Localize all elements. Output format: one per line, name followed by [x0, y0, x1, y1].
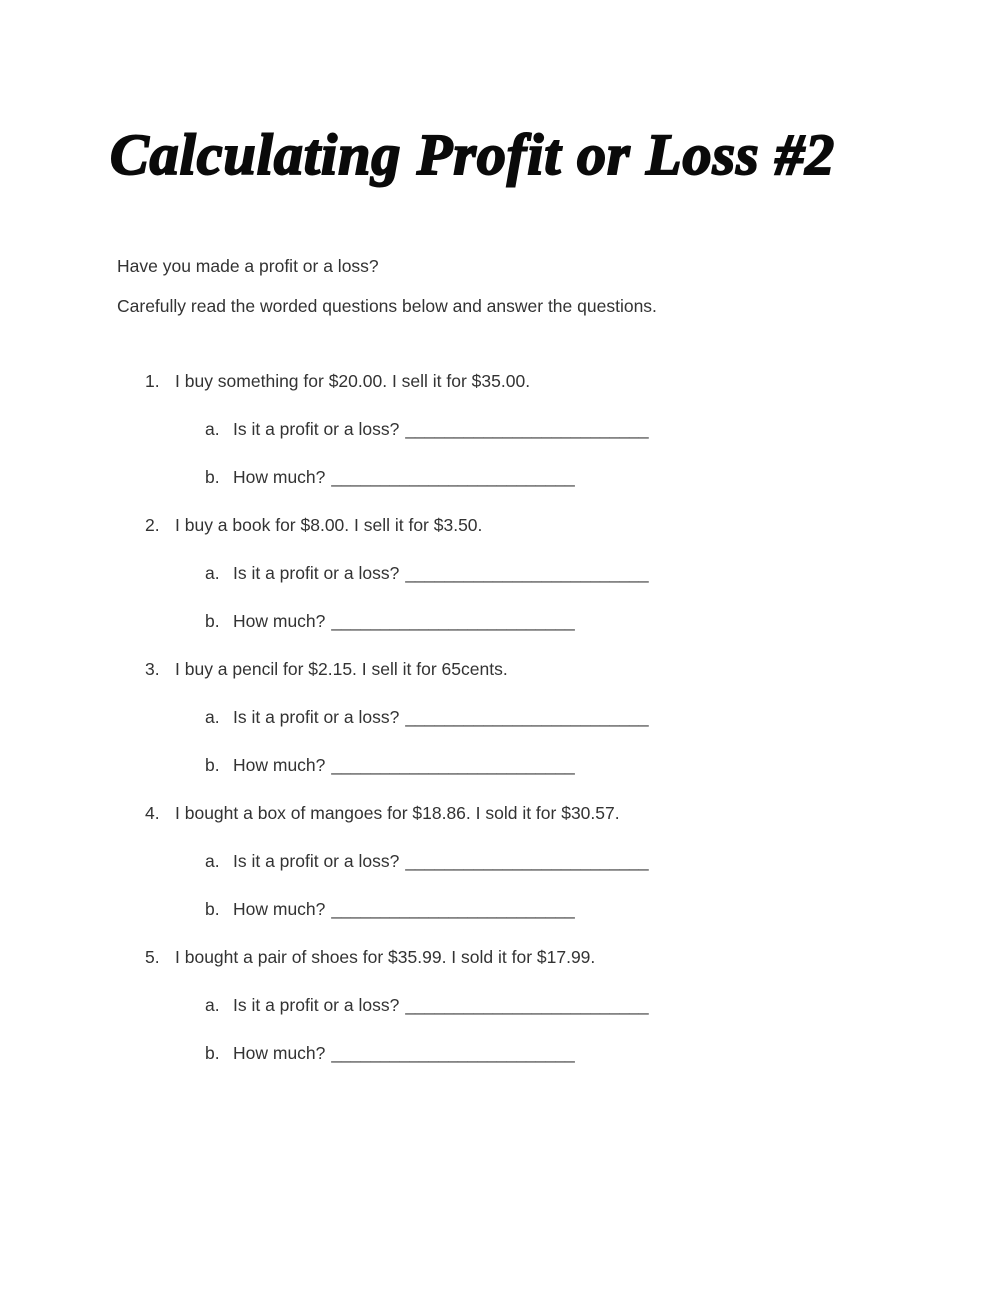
- subquestion-text: Is it a profit or a loss?: [233, 419, 400, 439]
- question-text-line: [0, 802, 1000, 825]
- subquestion-letter: b.: [205, 899, 220, 919]
- question-text: I bought a pair of shoes for $35.99. I sold it for $17.99.: [175, 947, 596, 967]
- question-block-3: [0, 658, 1000, 777]
- answer-blank: _________________________: [331, 1043, 575, 1063]
- answer-blank: _________________________: [331, 611, 575, 631]
- answer-blank: _________________________: [331, 755, 575, 775]
- subquestion-text: How much?: [233, 1043, 326, 1063]
- subquestion-text: Is it a profit or a loss?: [233, 563, 400, 583]
- subquestion-b-line: [0, 898, 1000, 921]
- subquestion-text: Is it a profit or a loss?: [233, 707, 400, 727]
- subquestion-letter: b.: [205, 467, 220, 487]
- question-text-line: [0, 946, 1000, 969]
- subquestion-text: Is it a profit or a loss?: [233, 851, 400, 871]
- subquestion-letter: a.: [205, 995, 220, 1015]
- intro-line-1: Have you made a profit or a loss?: [117, 256, 379, 276]
- subquestion-letter: a.: [205, 563, 220, 583]
- subquestion-letter: b.: [205, 611, 220, 631]
- subquestion-a-line: [0, 994, 1000, 1017]
- question-text-line: [0, 514, 1000, 537]
- subquestion-text: Is it a profit or a loss?: [233, 995, 400, 1015]
- question-number: 1.: [145, 371, 160, 391]
- subquestion-letter: a.: [205, 851, 220, 871]
- answer-blank: _________________________: [405, 419, 649, 439]
- question-number: 2.: [145, 515, 160, 535]
- subquestion-letter: a.: [205, 707, 220, 727]
- subquestion-letter: a.: [205, 419, 220, 439]
- question-text-line: [0, 658, 1000, 681]
- subquestion-text: How much?: [233, 899, 326, 919]
- question-text-line: [0, 370, 1000, 393]
- question-text: I bought a box of mangoes for $18.86. I sold it for $30.57.: [175, 803, 620, 823]
- subquestion-text: How much?: [233, 611, 326, 631]
- subquestion-b-line: [0, 754, 1000, 777]
- subquestion-a-line: [0, 418, 1000, 441]
- question-block-5: [0, 946, 1000, 1065]
- question-text: I buy a pencil for $2.15. I sell it for 65cents.: [175, 659, 508, 679]
- subquestion-text: How much?: [233, 755, 326, 775]
- answer-blank: _________________________: [405, 563, 649, 583]
- subquestion-a-line: [0, 850, 1000, 873]
- answer-blank: _________________________: [331, 467, 575, 487]
- answer-blank: _________________________: [405, 707, 649, 727]
- subquestion-text: How much?: [233, 467, 326, 487]
- subquestion-b-line: [0, 466, 1000, 489]
- answer-blank: _________________________: [405, 995, 649, 1015]
- subquestion-letter: b.: [205, 755, 220, 775]
- question-number: 4.: [145, 803, 160, 823]
- subquestion-a-line: [0, 706, 1000, 729]
- question-text: I buy something for $20.00. I sell it for $35.00.: [175, 371, 531, 391]
- answer-blank: _________________________: [331, 899, 575, 919]
- intro-line-2: Carefully read the worded questions below and answer the questions.: [117, 296, 657, 316]
- subquestion-b-line: [0, 1042, 1000, 1065]
- question-text: I buy a book for $8.00. I sell it for $3.50.: [175, 515, 483, 535]
- question-list: [0, 370, 1000, 1090]
- subquestion-a-line: [0, 562, 1000, 585]
- page-title: Calculating Profit or Loss #2: [110, 122, 836, 187]
- question-block-1: [0, 370, 1000, 489]
- answer-blank: _________________________: [405, 851, 649, 871]
- question-block-4: [0, 802, 1000, 921]
- question-number: 3.: [145, 659, 160, 679]
- question-number: 5.: [145, 947, 160, 967]
- question-block-2: [0, 514, 1000, 633]
- subquestion-b-line: [0, 610, 1000, 633]
- subquestion-letter: b.: [205, 1043, 220, 1063]
